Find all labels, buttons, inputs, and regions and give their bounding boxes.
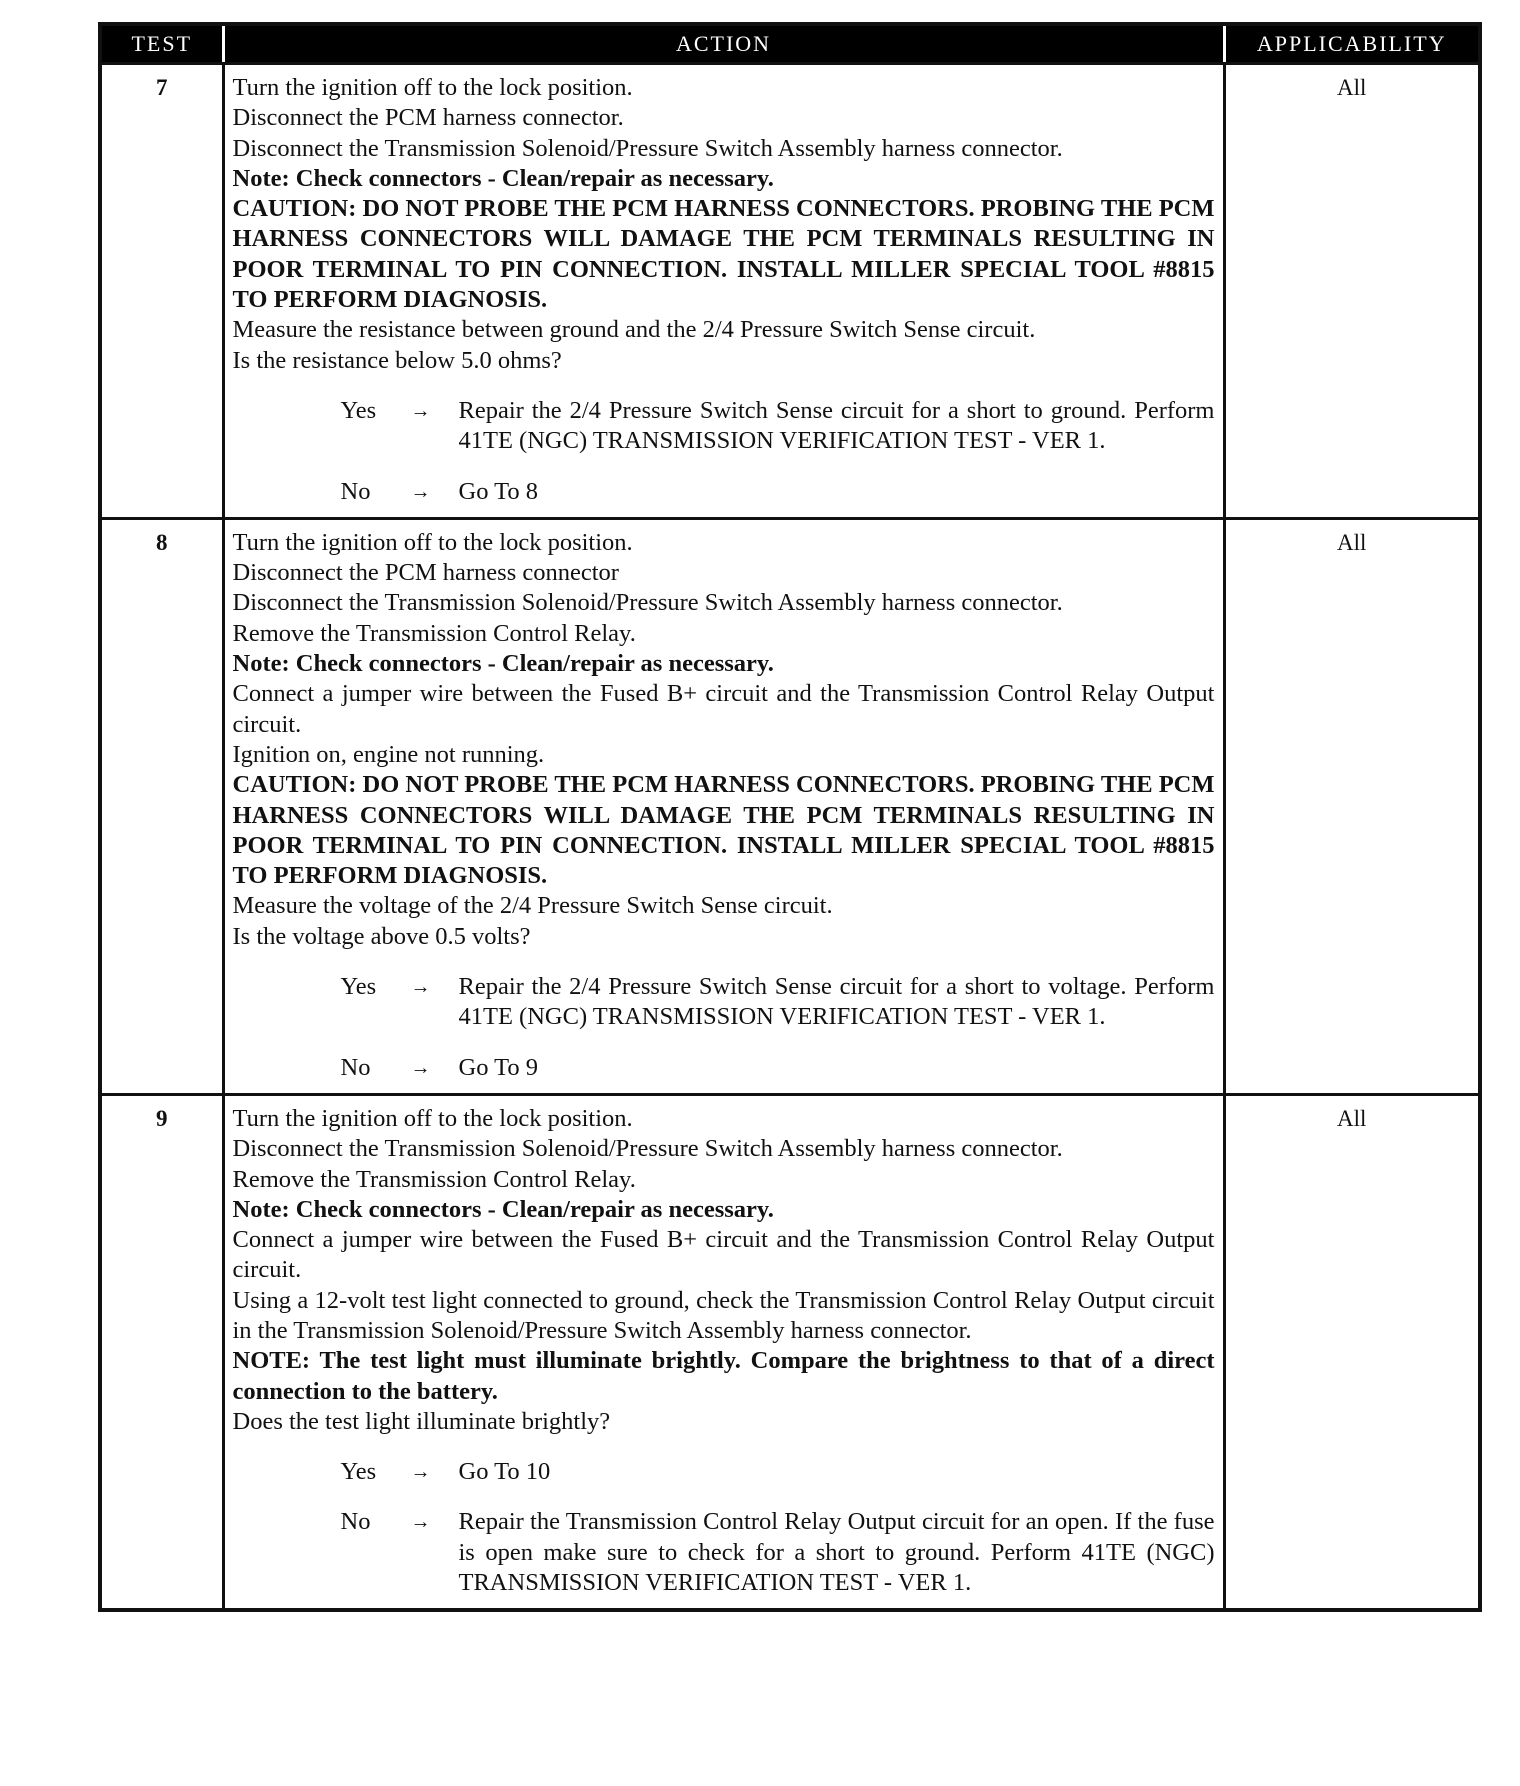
test-number: 8	[100, 518, 223, 1094]
answer-no	[233, 1053, 1215, 1083]
table-row	[100, 518, 1480, 1094]
answer-result: Go To 9	[458, 1053, 539, 1081]
diagnostic-test-table	[98, 22, 1482, 1612]
answer-result: Go To 10	[458, 1458, 551, 1486]
answer-yes	[233, 972, 1215, 1033]
action-step: Measure the voltage of the 2/4 Pressure Switch Sense circuit.	[232, 892, 833, 920]
action-step: Is the resistance below 5.0 ohms?	[232, 346, 562, 374]
right-arrow-icon: →	[410, 976, 431, 999]
table-row	[100, 64, 1480, 519]
action-step: Turn the ignition off to the lock position.	[232, 1104, 633, 1132]
action-step: Connect a jumper wire between the Fused B+ circuit and the Transmission Control Relay Output circuit.	[232, 680, 1215, 738]
right-arrow-icon: →	[410, 1511, 431, 1534]
test-number: 7	[100, 64, 223, 519]
header-test: TEST	[100, 24, 223, 64]
action-note: Note: Check connectors - Clean/repair as necessary.	[232, 164, 774, 192]
action-step: Disconnect the PCM harness connector.	[232, 104, 624, 132]
answer-yes	[233, 1457, 1215, 1487]
answer-no	[233, 1507, 1215, 1598]
answer-label: Yes	[340, 973, 377, 1001]
applicability-value: All	[1224, 1094, 1480, 1610]
header-action: ACTION	[223, 24, 1224, 64]
action-step: Using a 12-volt test light connected to ground, check the Transmission Control Relay Output circuit in the Transmission Solenoid/Pressure Switch Assembly harness connector.	[232, 1286, 1215, 1344]
action-step: Is the voltage above 0.5 volts?	[232, 922, 531, 950]
action-step: Turn the ignition off to the lock position.	[232, 528, 633, 556]
action-step: Ignition on, engine not running.	[232, 740, 545, 768]
applicability-value: All	[1337, 75, 1367, 100]
action-step: Remove the Transmission Control Relay.	[232, 619, 636, 647]
right-arrow-icon: →	[410, 1056, 431, 1079]
answer-list	[233, 972, 1215, 1083]
action-step: Disconnect the Transmission Solenoid/Pressure Switch Assembly harness connector.	[232, 134, 1063, 162]
action-step: Does the test light illuminate brightly?	[232, 1407, 611, 1435]
answer-label: No	[340, 1508, 371, 1536]
right-arrow-icon: →	[410, 1461, 431, 1484]
answer-result: Repair the 2/4 Pressure Switch Sense circuit for a short to ground. Perform 41TE (NGC) TRANSMISSION VERIFICATION TEST - VER 1.	[458, 396, 1215, 455]
right-arrow-icon: →	[410, 480, 431, 503]
answer-list	[233, 1457, 1215, 1598]
action-note: CAUTION: DO NOT PROBE THE PCM HARNESS CONNECTORS. PROBING THE PCM HARNESS CONNECTORS WILL DAMAGE THE PCM TERMINALS RESULTING IN POOR TERMINAL TO PIN CONNECTION. INSTALL MILLER SPECIAL TOOL #8815 TO PERFORM DIAGNOSIS.	[232, 195, 1215, 314]
test-number: 9	[100, 1094, 223, 1610]
action-step: Remove the Transmission Control Relay.	[232, 1165, 636, 1193]
action-step: Disconnect the PCM harness connector	[232, 559, 619, 587]
answer-label: Yes	[340, 396, 377, 424]
action-cell	[223, 518, 1224, 1094]
action-step: Turn the ignition off to the lock position.	[232, 74, 633, 101]
answer-label: No	[340, 1053, 371, 1081]
action-note: Note: Check connectors - Clean/repair as necessary.	[232, 1195, 774, 1223]
action-step: Connect a jumper wire between the Fused B+ circuit and the Transmission Control Relay Output circuit.	[232, 1226, 1215, 1284]
table-body	[100, 64, 1480, 1611]
answer-label: Yes	[340, 1458, 377, 1486]
table-row	[100, 1094, 1480, 1610]
answer-result: Repair the 2/4 Pressure Switch Sense circuit for a short to voltage. Perform 41TE (NGC) TRANSMISSION VERIFICATION TEST - VER 1.	[458, 973, 1215, 1031]
table-header-row	[100, 24, 1480, 64]
action-step: Disconnect the Transmission Solenoid/Pressure Switch Assembly harness connector.	[232, 1135, 1063, 1163]
document-page	[98, 22, 1478, 1612]
answer-result: Repair the Transmission Control Relay Output circuit for an open. If the fuse is open make sure to check for a short to ground. Perform 41TE (NGC) TRANSMISSION VERIFICATION TEST - VER 1.	[458, 1508, 1215, 1597]
answer-yes	[233, 396, 1215, 457]
answer-label: No	[340, 477, 371, 505]
answer-result: Go To 8	[458, 477, 539, 505]
action-note: NOTE: The test light must illuminate brightly. Compare the brightness to that of a direct connection to the battery.	[232, 1347, 1215, 1405]
action-cell	[223, 1094, 1224, 1610]
action-cell	[223, 64, 1224, 519]
applicability-value: All	[1224, 518, 1480, 1094]
header-applicability: APPLICABILITY	[1224, 24, 1480, 64]
action-note: Note: Check connectors - Clean/repair as necessary.	[232, 650, 774, 678]
answer-no	[233, 477, 1215, 507]
action-note: CAUTION: DO NOT PROBE THE PCM HARNESS CONNECTORS. PROBING THE PCM HARNESS CONNECTORS WILL DAMAGE THE PCM TERMINALS RESULTING IN POOR TERMINAL TO PIN CONNECTION. INSTALL MILLER SPECIAL TOOL #8815 TO PERFORM DIAGNOSIS.	[232, 771, 1215, 890]
action-step: Measure the resistance between ground and the 2/4 Pressure Switch Sense circuit.	[232, 316, 1036, 344]
action-step: Disconnect the Transmission Solenoid/Pressure Switch Assembly harness connector.	[232, 589, 1063, 617]
answer-list	[233, 396, 1215, 507]
right-arrow-icon: →	[410, 399, 431, 422]
